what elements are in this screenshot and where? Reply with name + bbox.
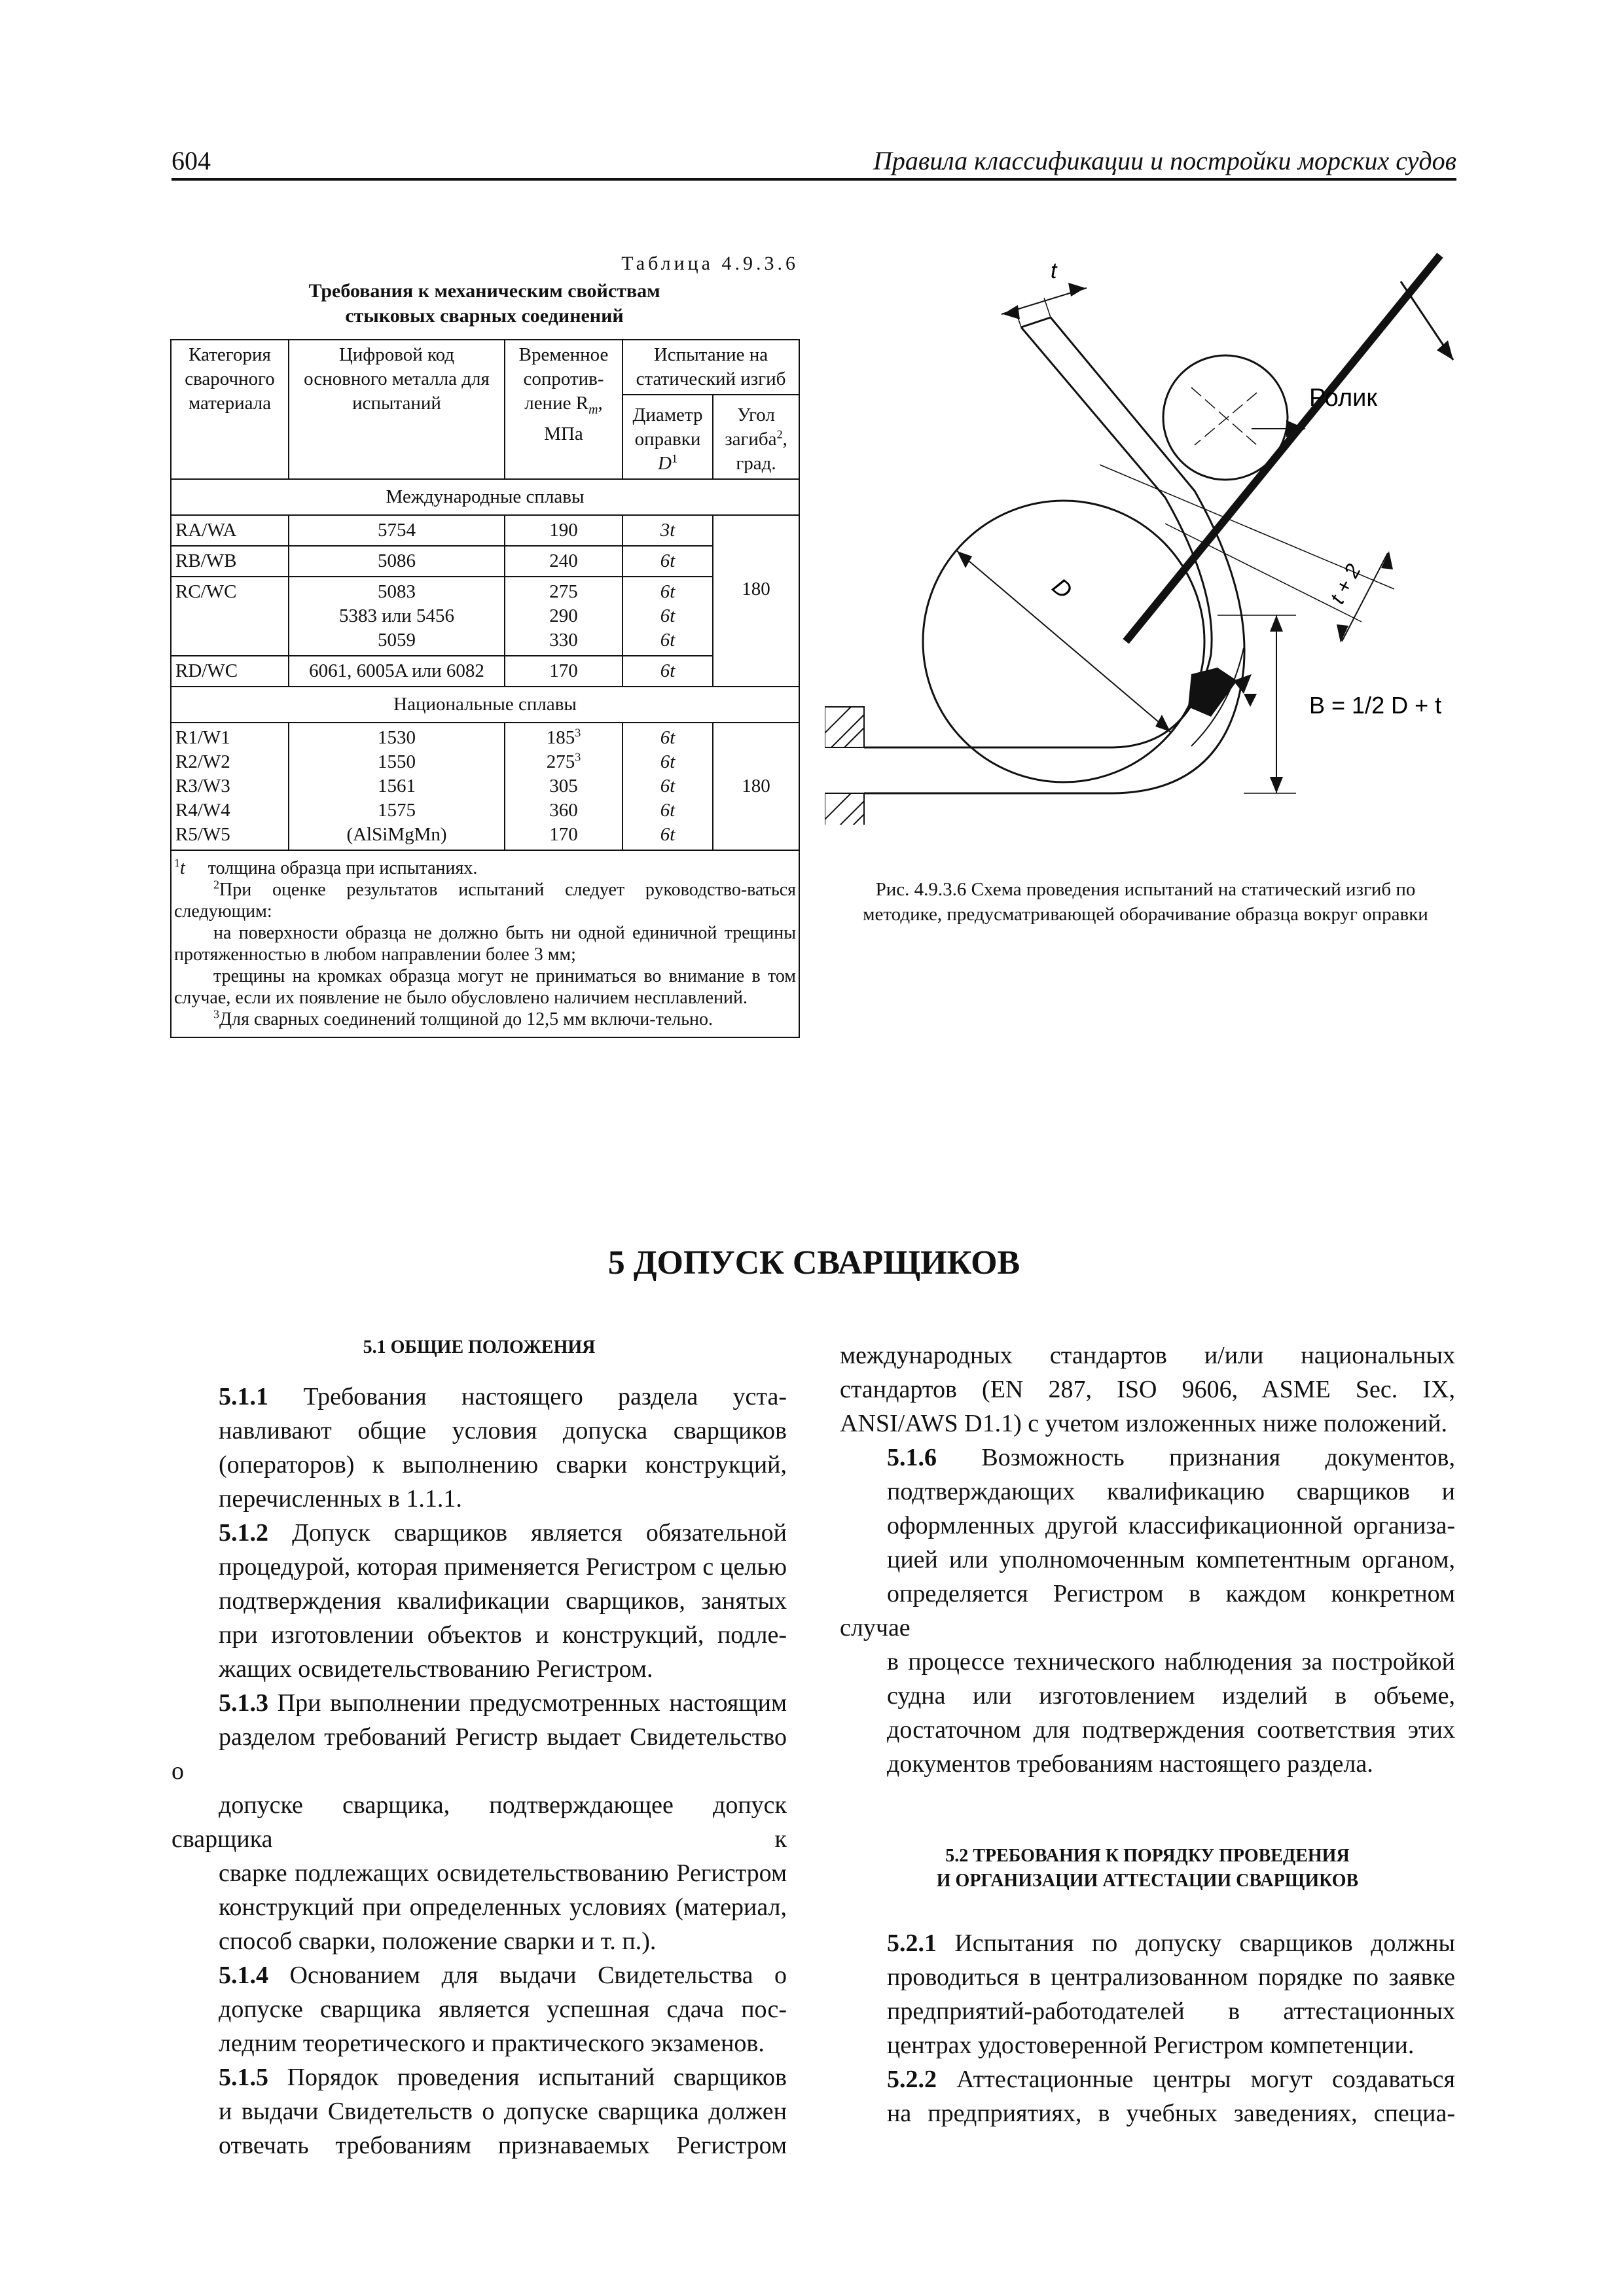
subsection-heading-5-1: 5.1 ОБЩИЕ ПОЛОЖЕНИЯ — [363, 1337, 596, 1357]
running-title: Правила классификации и постройки морских судов — [873, 146, 1456, 175]
table-notes — [171, 850, 799, 1037]
angle-international: 180 — [713, 515, 799, 687]
row-code: 5083 5383 или 5456 5059 — [289, 577, 505, 656]
row-rm: 275 290 330 — [505, 577, 623, 656]
row-code: 5086 — [289, 546, 505, 577]
national-rm: $185^3$ $275^3$ 305 360 170 — [505, 723, 623, 850]
mechanical-properties-table — [170, 339, 799, 1038]
bend-test-diagram — [825, 249, 1466, 825]
figure-caption: Рис. 4.9.3.6 Схема проведения испытаний на статический изгиб по методике, предусматривающей оборачивание образца вокруг оправки — [863, 879, 1428, 925]
page-number: 604 — [171, 146, 211, 175]
header-rule — [171, 178, 1456, 181]
paragraph-5-1-3: 5.1.3 При выполнении предусмотренных настоящим разделом требований Регистр выдает Свидетельство о допуске сварщика, подтверждающее допуск сварщика к сварке подлежащих освидетельствованию Регистром конструкций при определенных условиях (материал, способ сварки, положение сварки и т. п.). — [171, 1689, 787, 1955]
group-national: Национальные сплавы — [171, 687, 799, 723]
row-cat: RC/WC — [171, 577, 289, 656]
row-code: 6061, 6005A или 6082 — [289, 656, 505, 687]
row-cat: RA/WA — [171, 515, 289, 546]
row-rm: 170 — [505, 656, 623, 687]
national-codes: 1530 1550 1561 1575 (AlSiMgMn) — [289, 723, 505, 850]
header-strength: Временное сопротив- ление $R_m$, МПа — [505, 340, 623, 479]
row-cat: RD/WC — [171, 656, 289, 687]
row-rm: 190 — [505, 515, 623, 546]
header-bend-test: Испытание на статический изгиб — [623, 340, 799, 395]
row-code: 5754 — [289, 515, 505, 546]
paragraph-5-2-2: 5.2.2 Аттестационные центры могут создаваться на предприятиях, в учебных заведениях, специа- — [887, 2066, 1455, 2127]
national-d: 6t 6t 6t 6t 6t — [623, 723, 713, 850]
row-d: 6t — [623, 656, 713, 687]
row-d: 6t — [623, 546, 713, 577]
paragraph-5-1-6: 5.1.6 Возможность признания документов, подтверждающих квалификацию сварщиков и оформленных другой классификационной организа- цией или уполномоченным компетентным органом, определяется Регистром в каждом конкретном случае в процессе технического наблюдения за постройкой судна или изготовлением изделий в объеме, достаточном для подтверждения соответствия этих документов требованиям настоящего раздела. — [840, 1444, 1455, 1778]
label-t2: t + 2 — [1325, 560, 1365, 608]
note-2b: трещины на кромках образца могут не приниматься во внимание в том случае, если их появление не было обусловлено наличием несплавлений. — [174, 966, 797, 1008]
header-mandrel-diameter: Диаметр оправки $D^1$ — [623, 395, 713, 479]
angle-national: 180 — [713, 723, 799, 850]
national-cats: R1/W1 R2/W2 R3/W3 R4/W4 R5/W5 — [171, 723, 289, 850]
row-cat: RB/WB — [171, 546, 289, 577]
label-b: B = 1/2 D + t — [1309, 692, 1442, 719]
paragraph-5-2-1: 5.2.1 Испытания по допуску сварщиков должны проводиться в централизованном порядке по заявке предприятий-работодателей в аттестационных центрах удостоверенной Регистром компетенции. — [887, 1929, 1455, 2059]
weld-zone — [1188, 668, 1237, 717]
right-column — [840, 1338, 1455, 2130]
row-rm: 240 — [505, 546, 623, 577]
header-code: Цифровой код основного металла для испытаний — [289, 340, 505, 479]
group-international: Международные сплавы — [171, 479, 799, 515]
row-d: 6t 6t 6t — [623, 577, 713, 656]
paragraph-5-1-5-continued: международных стандартов и/или национальных стандартов (EN 287, ISO 9606, ASME Sec. IX, ANSI/AWS D1.1) с учетом изложенных ниже положений. — [840, 1342, 1455, 1437]
table-title — [170, 279, 799, 329]
note-1: $^1$t толщина образца при испытаниях. — [174, 856, 478, 878]
paragraph-5-1-2: 5.1.2 Допуск сварщиков является обязательной процедурой, которая применяется Регистром с целью подтверждения квалификации сварщиков, занятых при изготовлении объектов и конструкций, подле- жащих освидетельствованию Регистром. — [219, 1519, 787, 1683]
paragraph-5-1-1: 5.1.1 Требования настоящего раздела уста- навливают общие условия допуска сварщиков (операторов) к выполнению сварки конструкций, перечисленных в 1.1.1. — [219, 1383, 787, 1513]
table-number: Таблица 4.9.3.6 — [621, 253, 799, 274]
header-bend-angle: Угол загиба$^2$, град. — [713, 395, 799, 479]
table-title-line-1: Требования к механическим свойствам — [308, 280, 660, 302]
note-3: $^3$Для сварных соединений толщиной до 12,5 мм включи-тельно. — [213, 1007, 713, 1030]
header-category: Категория сварочного материала — [171, 340, 289, 479]
table-title-line-2: стыковых сварных соединений — [345, 305, 624, 327]
label-d: D — [1047, 572, 1078, 604]
note-2a: на поверхности образца не должно быть ни одной единичной трещины протяженностью в любом направлении более 3 мм; — [174, 923, 797, 965]
label-t: t — [1051, 259, 1057, 283]
paragraph-5-1-4: 5.1.4 Основанием для выдачи Свидетельства о допуске сварщика является успешная сдача пос- ледним теоретического и практического экзаменов. — [219, 1962, 787, 2057]
subsection-heading-5-2: 5.2 ТРЕБОВАНИЯ К ПОРЯДКУ ПРОВЕДЕНИЯ И ОРГАНИЗАЦИИ АТТЕСТАЦИИ СВАРЩИКОВ — [936, 1846, 1359, 1891]
section-title: 5 ДОПУСК СВАРЩИКОВ — [607, 1244, 1020, 1282]
clamp-blocks — [825, 707, 864, 825]
left-column — [171, 1335, 787, 2162]
bending-axis-line — [1126, 255, 1440, 641]
row-d: 3t — [623, 515, 713, 546]
label-roller: Ролик — [1309, 384, 1377, 412]
paragraph-5-1-5: 5.1.5 Порядок проведения испытаний сварщиков и выдачи Свидетельств о допуске сварщика должен отвечать требованиям признаваемых Регистром — [219, 2064, 787, 2159]
note-2: $^2$При оценке результатов испытаний следует руководство-ваться следующим: — [174, 878, 797, 922]
